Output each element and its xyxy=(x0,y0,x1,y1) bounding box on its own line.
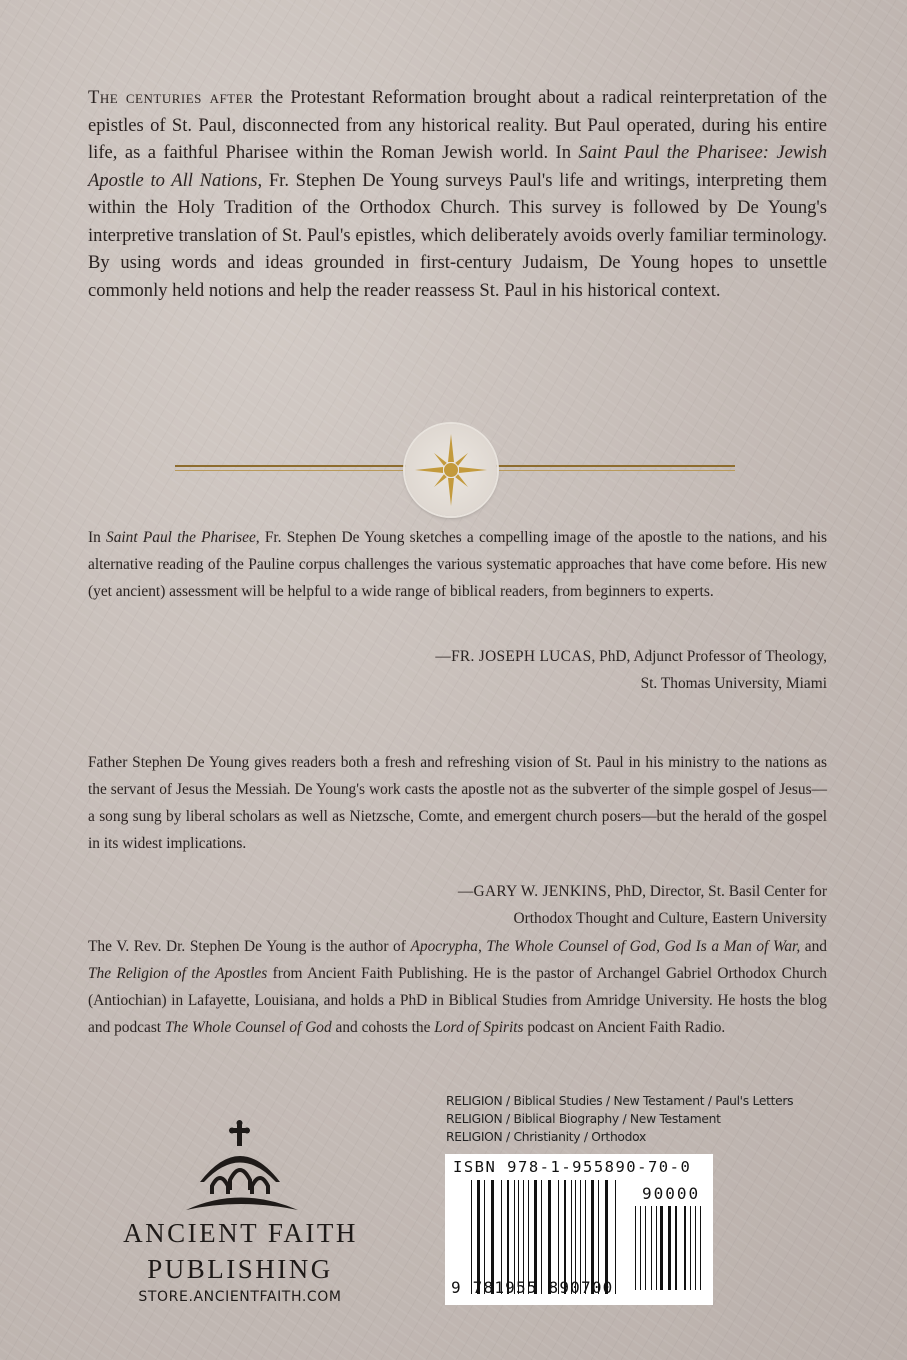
price-addon: 90000 xyxy=(642,1184,701,1203)
barcode-bar xyxy=(684,1206,686,1290)
barcode-bar xyxy=(501,1180,502,1294)
barcode-bar xyxy=(660,1206,663,1290)
barcode-bar xyxy=(675,1206,677,1290)
barcode-bar xyxy=(580,1180,581,1294)
barcode-bar xyxy=(690,1206,691,1290)
church-dome-icon xyxy=(90,1110,390,1215)
barcode-bar xyxy=(651,1206,652,1290)
isbn-barcode xyxy=(445,1154,713,1305)
barcode-bar xyxy=(514,1180,515,1294)
barcode-bar xyxy=(528,1180,529,1294)
barcode-bar xyxy=(700,1206,701,1290)
endorsement-1-attribution: —FR. JOSEPH LUCAS, PhD, Adjunct Professor of Theology, St. Thomas University, Miami xyxy=(435,648,827,692)
barcode-bar xyxy=(477,1180,480,1294)
barcode-bar xyxy=(668,1206,671,1290)
isbn-text: ISBN 978-1-955890-70-0 xyxy=(453,1158,692,1176)
bisac-categories xyxy=(446,1092,793,1146)
compass-star-seal-icon xyxy=(405,424,497,516)
barcode-bar xyxy=(507,1180,509,1294)
barcode-bar xyxy=(484,1180,485,1294)
barcode-bar xyxy=(598,1180,599,1294)
barcode-bar xyxy=(635,1206,636,1290)
barcode-bar xyxy=(575,1180,576,1294)
category-line: RELIGION / Biblical Biography / New Testament xyxy=(446,1112,721,1126)
barcode-bar xyxy=(548,1180,551,1294)
barcode-bar xyxy=(645,1206,646,1290)
endorsement-2: Father Stephen De Young gives readers both a fresh and refreshing vision of St. Paul in his ministry to the nations as the servant of Jesus the Messiah. De Young's work casts the apostle not as the subverter of the simple gospel of Jesus—a song sung by liberal scholars as well as Nietzsche, Comte, and emergent church posers—but the herald of the gospel in its widest implications. xyxy=(88,754,827,852)
endorsement-1: In Saint Paul the Pharisee, Fr. Stephen De Young sketches a compelling image of the apostle to the nations, and his alternative reading of the Pauline corpus challenges the various systematic approaches that have come before. His new (yet ancient) assessment will be helpful to a wide range of biblical readers, from beginners to experts. xyxy=(88,529,827,600)
barcode-bar xyxy=(564,1180,566,1294)
barcode-bar xyxy=(471,1180,472,1294)
barcode-bar xyxy=(640,1206,641,1290)
barcode-bar xyxy=(558,1180,559,1294)
barcode-bar xyxy=(585,1180,586,1294)
barcode-bar xyxy=(591,1180,594,1294)
barcode-bar xyxy=(571,1180,572,1294)
ornament-rule-right xyxy=(495,465,735,471)
barcode-bar xyxy=(541,1180,542,1294)
barcode-bar xyxy=(656,1206,657,1290)
barcode-bar xyxy=(534,1180,537,1294)
barcode-bar xyxy=(518,1180,519,1294)
barcode-bar xyxy=(695,1206,696,1290)
barcode-bar xyxy=(491,1180,494,1294)
publisher-url: STORE.ANCIENTFAITH.COM xyxy=(138,1289,342,1305)
barcode-bar xyxy=(605,1180,608,1294)
endorsement-2-attribution: —GARY W. JENKINS, PhD, Director, St. Basil Center for Orthodox Thought and Culture, Eastern University xyxy=(457,883,827,927)
author-bio: The V. Rev. Dr. Stephen De Young is the author of Apocrypha, The Whole Counsel of God, God Is a Man of War, and The Religion of the Apostles from Ancient Faith Publishing. He is the pastor of Archangel Gabriel Orthodox Church (Antiochian) in Lafayette, Louisiana, and holds a PhD in Biblical Studies from Amridge University. He hosts the blog and podcast The Whole Counsel of God and cohosts the Lord of Spirits podcast on Ancient Faith Radio. xyxy=(88,938,827,1036)
ornament-rule-left xyxy=(175,465,407,471)
ean-digits: 9 781955 890700 xyxy=(451,1278,614,1297)
barcode-bar xyxy=(523,1180,524,1294)
description-blurb: The centuries after the Protestant Reformation brought about a radical reinterpretation of the epistles of St. Paul, disconnected from any historical reality. But Paul operated, during his entire life, as a faithful Pharisee within the Roman Jewish world. In Saint Paul the Pharisee: Jewish Apostle to All Nations, Fr. Stephen De Young surveys Paul's life and writings, interpreting them within the Holy Tradition of the Orthodox Church. This survey is followed by De Young's interpretive translation of St. Paul's epistles, which deliberately avoids overly familiar terminology. By using words and ideas grounded in first-century Judaism, De Young hopes to unsettle commonly held notions and help the reader reassess St. Paul in his historical context. xyxy=(88,87,828,301)
category-line: RELIGION / Biblical Studies / New Testament / Paul's Letters xyxy=(446,1094,794,1108)
category-line: RELIGION / Christianity / Orthodox xyxy=(446,1130,646,1144)
barcode-bar xyxy=(615,1180,616,1294)
